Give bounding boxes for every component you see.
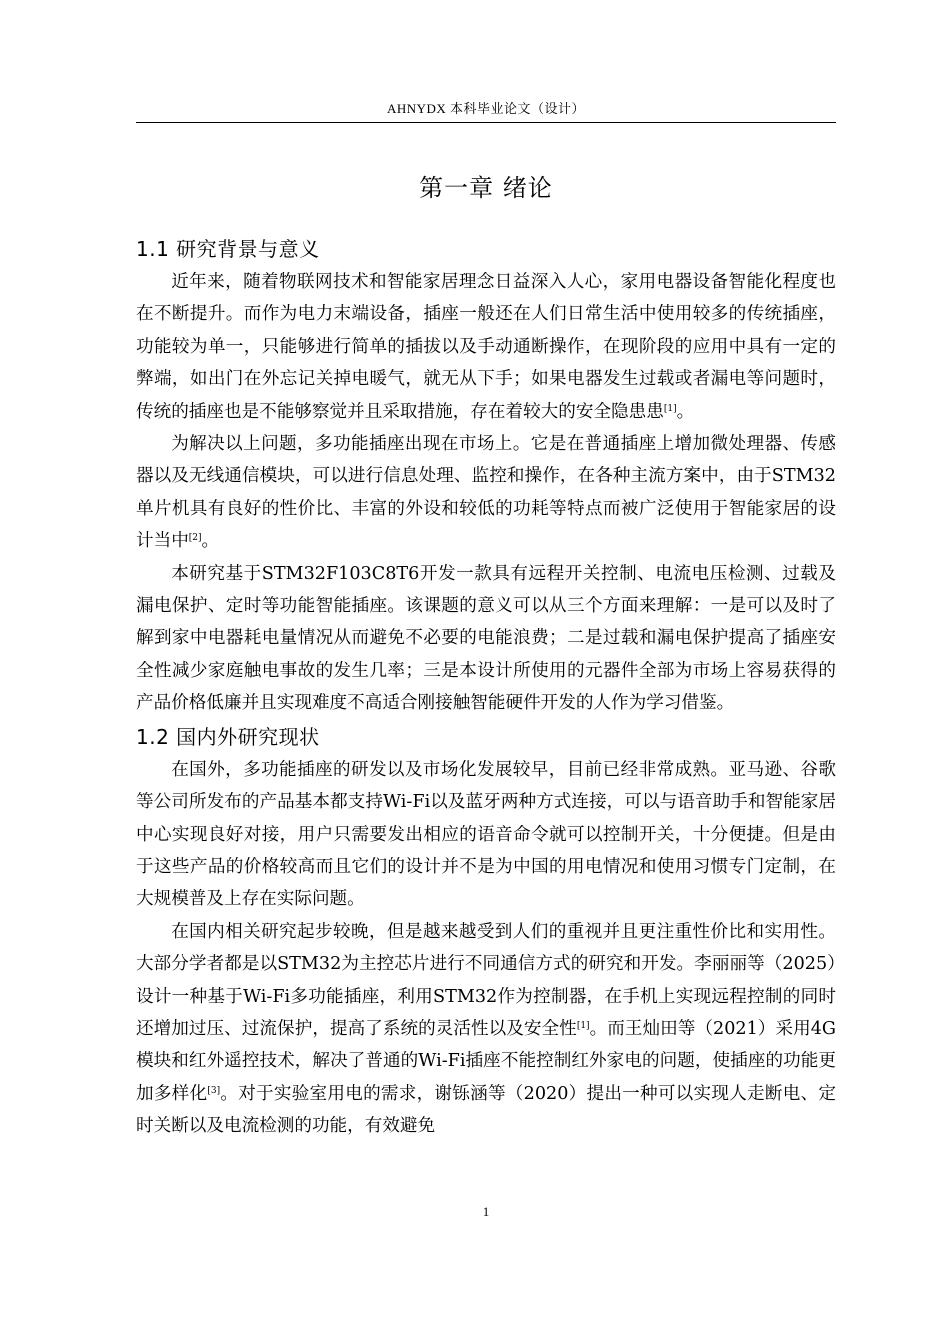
document-body: [136, 232, 836, 1143]
citation: [1]: [663, 403, 677, 414]
paragraph-text: 在国内相关研究起步较晚，但是越来越受到人们的重视并且更注重性价比和实用性。大部分学者都是以STM32为主控芯片进行不同通信方式的研究和开发。李丽丽等（2025）设计一种基于Wi-Fi多功能插座，利用STM32作为控制器，在手机上实现远程控制的同时还增加过压、过流保护，提高了系统的灵活性以及安全性: [136, 921, 836, 1039]
paragraph-tail: 。而王灿田等（2021）采用4G模块和红外遥控技术，解决了普通的Wi-Fi插座不能控制红外家电的问题，使插座的功能更加多样化: [136, 1018, 836, 1104]
paragraph-tail: 。: [676, 401, 695, 422]
paragraph-text: 在国外，多功能插座的研发以及市场化发展较早，目前已经非常成熟。亚马逊、谷歌等公司所发布的产品基本都支持Wi-Fi以及蓝牙两种方式连接，可以与语音助手和智能家居中心实现良好对接，用户只需要发出相应的语音命令就可以控制开关，十分便捷。但是由于这些产品的价格较高而且它们的设计并不是为中国的用电情况和使用习惯专门定制，在大规模普及上存在实际问题。: [136, 759, 836, 910]
paragraph: [136, 754, 836, 916]
citation: [2]: [188, 533, 202, 544]
section-heading-1-1: 1.1 研究背景与意义: [136, 237, 320, 261]
running-header: AHNYDX 本科毕业论文（设计）: [386, 101, 586, 116]
paragraph: [136, 428, 836, 558]
section-heading-1-2: 1.2 国内外研究现状: [136, 724, 320, 749]
page-number: 1: [482, 1204, 490, 1219]
paragraph-tail: 。对于实验室用电的需求，谢铄涵等（2020）提出一种可以实现人走断电、定时关断以及电流检测的功能，有效避免: [136, 1083, 836, 1137]
paragraph-text: 近年来，随着物联网技术和智能家居理念日益深入人心，家用电器设备智能化程度也在不断提升。而作为电力末端设备，插座一般还在人们日常生活中使用较多的传统插座，功能较为单一，只能够进行简单的插拔以及手动通断操作，在现阶段的应用中具有一定的弊端，如出门在外忘记关掉电暖气，就无从下手；如果电器发生过载或者漏电等问题时，传统的插座也是不能够察觉并且采取措施，存在着较大的安全隐患患: [136, 272, 836, 422]
paragraph-tail: 。: [201, 531, 220, 552]
paragraph-text: 为解决以上问题，多功能插座出现在市场上。它是在普通插座上增加微处理器、传感器以及无线通信模块，可以进行信息处理、监控和操作，在各种主流方案中，由于STM32单片机具有良好的性价比、丰富的外设和较低的功耗等特点而被广泛使用于智能家居的设计当中: [136, 434, 836, 552]
chapter-title: 第一章 绪论: [419, 174, 553, 202]
citation: [3]: [207, 1085, 221, 1096]
paragraph-text: 本研究基于STM32F103C8T6开发一款具有远程开关控制、电流电压检测、过载及漏电保护、定时等功能智能插座。该课题的意义可以从三个方面来理解：一是可以及时了解到家中电器耗电量情况从而避免不必要的电能浪费；二是过载和漏电保护提高了插座安全性减少家庭触电事故的发生几率；三是本设计所使用的元器件全部为市场上容易获得的产品价格低廉并且实现难度不高适合刚接触智能硬件开发的人作为学习借鉴。: [136, 563, 836, 714]
paragraph: [136, 558, 836, 720]
citation: [1]: [576, 1020, 590, 1031]
paragraph: [136, 916, 836, 1143]
header-rule: [136, 122, 836, 123]
paragraph: [136, 266, 836, 428]
